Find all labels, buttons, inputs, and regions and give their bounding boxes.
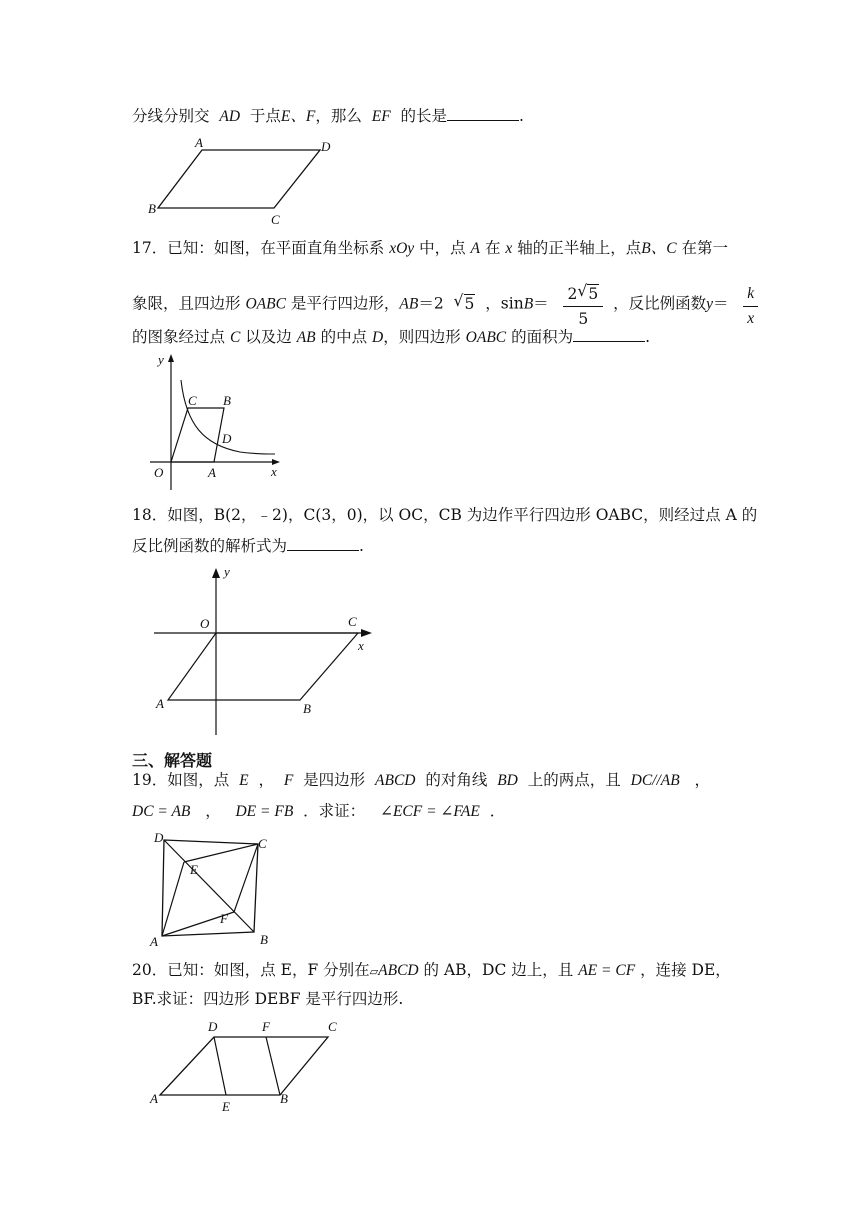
label-B: B [260, 932, 268, 947]
label-A: A [156, 696, 164, 711]
label-D: D [222, 431, 232, 446]
q18-figure [150, 560, 380, 740]
label-F: F [262, 1019, 270, 1034]
label-A: A [150, 934, 158, 949]
label-C: C [271, 212, 280, 227]
label-y: y [224, 564, 230, 579]
label-D: D [321, 139, 331, 154]
q19-line2: DC = AB ， DE = FB ．求证： ∠ECF = ∠FAE ． [132, 802, 506, 820]
label-A: A [150, 1091, 158, 1106]
section-heading: 三、解答题 [132, 751, 213, 770]
label-B: B [280, 1091, 288, 1106]
label-C: C [348, 614, 357, 629]
q19-line1: 19．如图，点 E ， F 是四边形 ABCD 的对角线 BD 上的两点，且 DC//AB ， [132, 771, 711, 789]
q18-line1: 18．如图，B(2，﹣2)，C(3，0)，以 OC，CB 为边作平行四边形 OABC，则经过点 A 的 [132, 506, 758, 524]
label-C: C [328, 1019, 337, 1034]
q20-line2: BF.求证：四边形 DEBF 是平行四边形. [132, 990, 404, 1008]
label-D: D [154, 830, 164, 845]
label-B: B [303, 701, 311, 716]
sin-fraction: 2 √ 5 5 [563, 284, 603, 329]
label-C: C [258, 836, 267, 851]
q17-line1: 17．已知：如图，在平面直角坐标系 xOy 中，点 A 在 x 轴的正半轴上，点B、C 在第一 [132, 239, 728, 257]
label-y: y [158, 352, 164, 367]
q16-figure [140, 135, 350, 230]
label-D: D [208, 1019, 218, 1034]
q17-line3: 的图象经过点 C 以及边 AB 的中点 D，则四边形 OABC 的面积为 . [132, 328, 651, 346]
label-E: E [190, 862, 198, 877]
label-C: C [188, 393, 197, 408]
label-F: F [220, 911, 228, 926]
k-over-x: $\frac{k}{x}$ [743, 284, 758, 329]
q16-text: 分线分别交 AD 于点E、F，那么 EF 的长是 . [132, 107, 524, 125]
q20-figure [148, 1015, 358, 1115]
label-A: A [195, 135, 203, 150]
answer-blank-17[interactable] [573, 327, 645, 342]
answer-blank-16[interactable] [447, 106, 519, 121]
label-A: A [208, 465, 216, 480]
label-E: E [222, 1099, 230, 1114]
q19-figure [148, 828, 278, 948]
answer-blank-18[interactable] [287, 536, 359, 551]
label-O: O [154, 465, 164, 480]
label-x: x [271, 464, 277, 479]
q20-line1: 20．已知：如图，点 E，F 分别在▱ABCD 的 AB，DC 边上，且 AE = CF ，连接 DE， [132, 961, 731, 979]
q17-line2: 象限，且四边形 OABC 是平行四边形，AB＝2 √ 5 ，sinB＝ 2 √ 5 5 ，反比例函数y＝ $\frac{k}{x}$ [132, 282, 758, 327]
label-B: B [223, 393, 231, 408]
q18-line2: 反比例函数的解析式为 . [132, 537, 364, 555]
label-x: x [358, 638, 364, 653]
q17-figure [140, 350, 300, 495]
label-O: O [200, 616, 210, 631]
label-B: B [148, 201, 156, 216]
